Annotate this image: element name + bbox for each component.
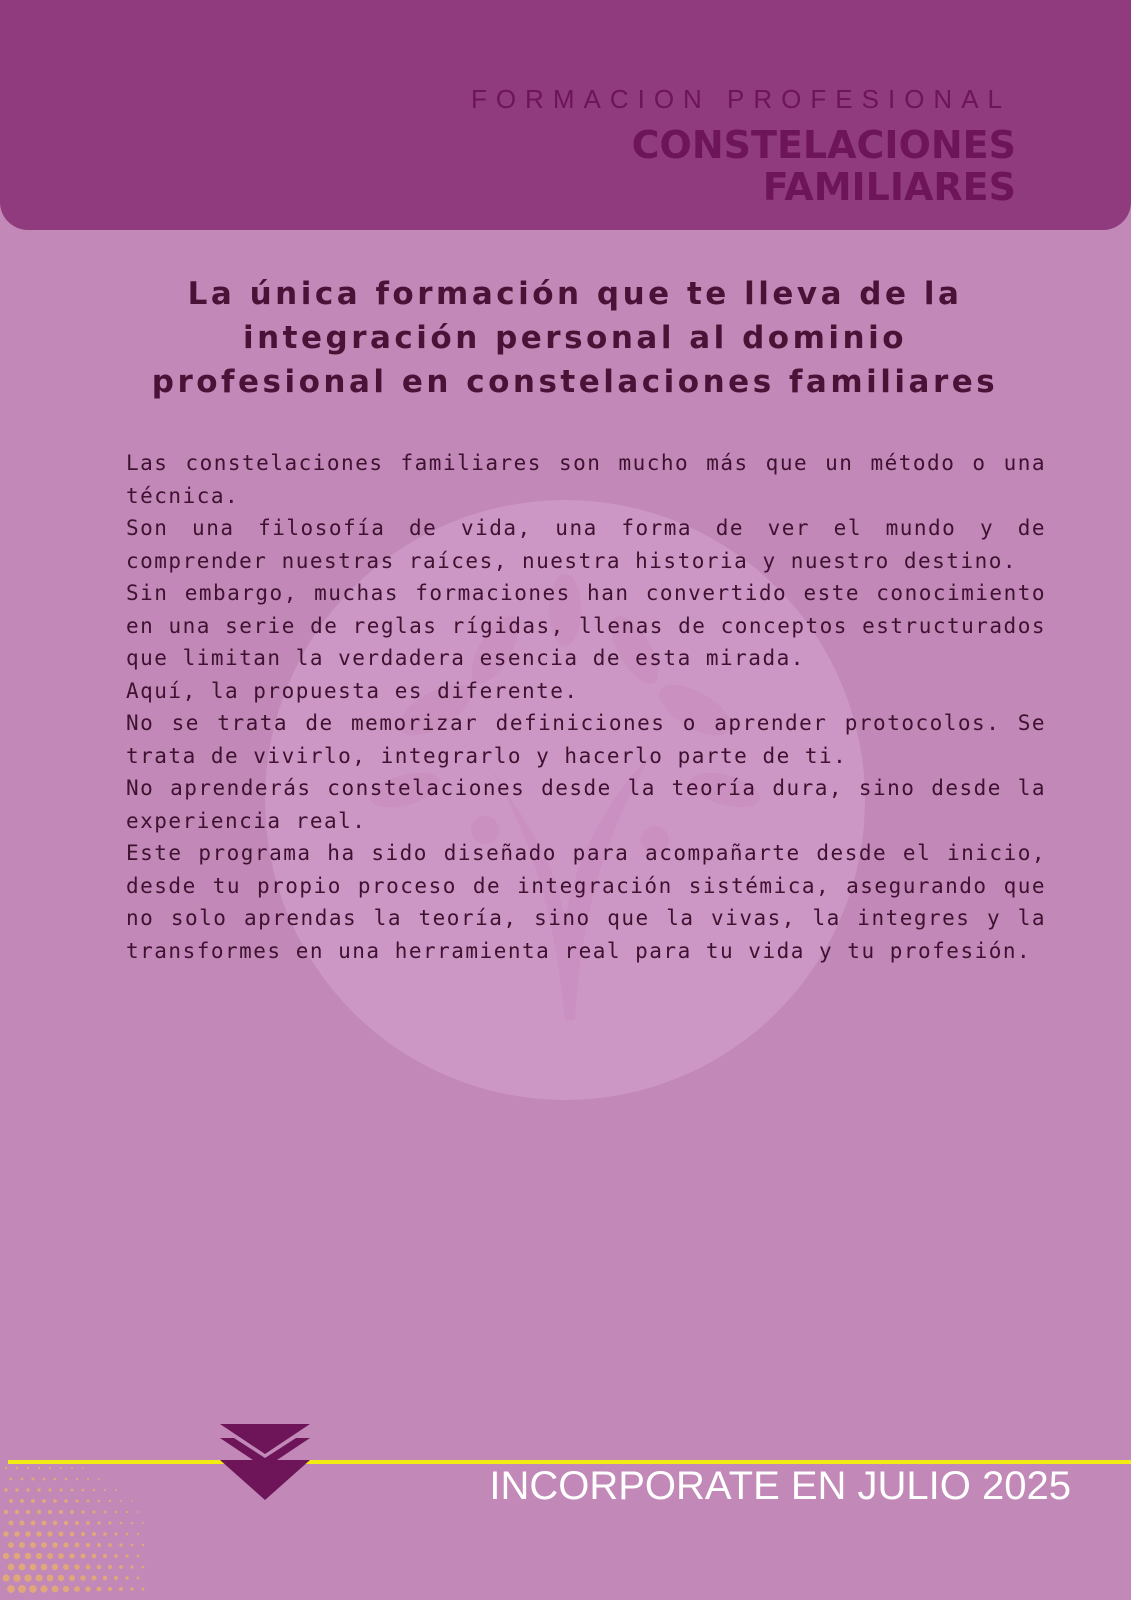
halftone-dot xyxy=(142,1544,144,1546)
halftone-dot xyxy=(137,1555,140,1558)
page-title xyxy=(316,124,1016,208)
halftone-dot xyxy=(52,1542,58,1548)
halftone-dot xyxy=(52,1564,58,1570)
halftone-dot xyxy=(36,1553,42,1559)
halftone-dot xyxy=(63,1586,69,1592)
halftone-dot xyxy=(36,1531,41,1536)
halftone-dot xyxy=(81,1532,85,1536)
halftone-dot xyxy=(119,1565,123,1569)
halftone-dot xyxy=(24,1574,31,1581)
halftone-dot xyxy=(31,1521,36,1526)
halftone-dot xyxy=(25,1531,30,1536)
halftone-dot xyxy=(92,1510,95,1513)
halftone-dot xyxy=(125,1554,128,1557)
halftone-dot xyxy=(20,1499,24,1503)
halftone-dot xyxy=(9,1521,14,1526)
halftone-dot xyxy=(41,1564,48,1571)
halftone-dot xyxy=(13,1574,20,1581)
halftone-dot xyxy=(103,1576,107,1580)
halftone-dot xyxy=(19,1564,26,1571)
halftone-dot xyxy=(47,1575,54,1582)
halftone-dot xyxy=(14,1553,20,1559)
halftone-dot xyxy=(103,1532,107,1536)
halftone-dot xyxy=(108,1587,112,1591)
halftone-dot xyxy=(92,1576,97,1581)
halftone-dot xyxy=(19,1542,25,1548)
halftone-dot xyxy=(120,1522,123,1525)
halftone-dot xyxy=(20,1477,23,1480)
halftone-dot xyxy=(131,1500,133,1502)
halftone-dot xyxy=(71,1467,73,1469)
halftone-dot xyxy=(97,1565,102,1570)
halftone-dot xyxy=(98,1478,100,1480)
halftone-dot xyxy=(32,1478,35,1481)
halftone-dot xyxy=(82,1467,84,1469)
halftone-dot xyxy=(80,1575,85,1580)
halftone-dot xyxy=(9,1477,12,1480)
halftone-dot xyxy=(115,1511,118,1514)
halftone-dot xyxy=(115,1489,117,1491)
halftone-dot xyxy=(71,1489,74,1492)
halftone-dot xyxy=(97,1587,102,1592)
halftone-dot xyxy=(2,1574,9,1581)
halftone-dot xyxy=(75,1499,78,1502)
halftone-dot xyxy=(126,1533,129,1536)
halftone-dot xyxy=(60,1467,62,1469)
halftone-dot xyxy=(8,1542,14,1548)
halftone-dot xyxy=(86,1499,89,1502)
halftone-dot xyxy=(59,1532,64,1537)
halftone-dot xyxy=(3,1553,9,1559)
halftone-dot xyxy=(130,1587,133,1590)
halftone-dot xyxy=(49,1467,51,1469)
halftone-dot xyxy=(30,1564,37,1571)
halftone-dot xyxy=(16,1467,19,1470)
body-text xyxy=(126,447,1046,967)
halftone-dot xyxy=(26,1488,29,1491)
title-line-1: CONSTELACIONES xyxy=(631,123,1016,167)
halftone-dot xyxy=(53,1521,58,1526)
halftone-dot xyxy=(26,1510,30,1514)
halftone-dot xyxy=(48,1510,52,1514)
halftone-dot xyxy=(114,1554,118,1558)
halftone-dot xyxy=(120,1500,122,1502)
halftone-dot xyxy=(48,1488,51,1491)
double-chevron-down-icon xyxy=(220,1424,310,1502)
halftone-dot xyxy=(74,1564,79,1569)
halftone-dot xyxy=(82,1489,85,1492)
halftone-dot xyxy=(53,1499,57,1503)
halftone-dot xyxy=(119,1543,122,1546)
halftone-dot xyxy=(42,1521,47,1526)
halftone-dot xyxy=(9,1499,13,1503)
halftone-dot xyxy=(86,1543,91,1548)
halftone-dot xyxy=(126,1511,128,1513)
halftone-dot xyxy=(47,1553,53,1559)
halftone-dot xyxy=(25,1553,31,1559)
halftone-dot xyxy=(52,1586,59,1593)
halftone-dot xyxy=(92,1554,97,1559)
halftone-dot xyxy=(93,1489,96,1492)
halftone-dot xyxy=(20,1521,25,1526)
halftone-dot xyxy=(37,1510,41,1514)
halftone-dot xyxy=(131,1522,133,1524)
header-banner xyxy=(0,0,1131,230)
halftone-dot xyxy=(108,1521,111,1524)
halftone-dot xyxy=(64,1499,68,1503)
halftone-dot xyxy=(69,1553,74,1558)
halftone-dot xyxy=(131,1544,134,1547)
halftone-dot xyxy=(97,1521,100,1524)
halftone-dot xyxy=(29,1585,37,1593)
title-line-2: FAMILIARES xyxy=(762,165,1016,209)
halftone-dot xyxy=(54,1478,57,1481)
halftone-dot xyxy=(109,1500,111,1502)
halftone-dot xyxy=(86,1521,90,1525)
halftone-dot xyxy=(31,1499,35,1503)
halftone-dot xyxy=(43,1478,46,1481)
halftone-dot xyxy=(3,1531,8,1536)
halftone-dot xyxy=(4,1488,7,1491)
halftone-dot xyxy=(59,1510,63,1514)
halftone-dot xyxy=(18,1585,26,1593)
halftone-dot xyxy=(41,1542,47,1548)
halftone-dot xyxy=(85,1586,90,1591)
paragraph-3: Sin embargo, muchas formaciones han convertido este conocimiento en una serie de reglas rígidas, llenas de conceptos estructurados que limitan la verdadera esencia de esta mirada. xyxy=(126,581,1046,670)
halftone-dot xyxy=(137,1533,139,1535)
halftone-dot xyxy=(69,1575,75,1581)
halftone-dot xyxy=(137,1511,139,1513)
halftone-dot xyxy=(15,1510,19,1514)
halftone-dots-decoration xyxy=(0,1462,150,1600)
halftone-dot xyxy=(75,1521,79,1525)
halftone-dot xyxy=(64,1521,68,1525)
halftone-dot xyxy=(119,1587,123,1591)
halftone-dot xyxy=(81,1510,85,1514)
halftone-dot xyxy=(108,1565,112,1569)
headline: La única formación que te lleva de la integración personal al dominio profesional en constelaciones familiares xyxy=(151,276,999,400)
halftone-dot xyxy=(65,1478,68,1481)
halftone-dot xyxy=(76,1478,78,1480)
header-kicker: FORMACION PROFESIONAL xyxy=(470,84,1011,114)
halftone-dot xyxy=(58,1575,64,1581)
halftone-dot xyxy=(142,1588,145,1591)
halftone-dot xyxy=(142,1522,144,1524)
halftone-dot xyxy=(38,1467,40,1469)
halftone-dot xyxy=(7,1585,15,1593)
paragraph-7: Este programa ha sido diseñado para acompañarte desde el inicio, desde tu propio proceso de integración sistémica, asegurando que no solo aprendas la teoría, sino que la vivas, la integres y la transformes en una herramienta real para tu vida y tu profesión. xyxy=(126,841,1046,963)
halftone-dot xyxy=(8,1564,15,1571)
halftone-dot xyxy=(58,1553,64,1559)
halftone-dot xyxy=(5,1467,8,1470)
paragraph-4: Aquí, la propuesta es diferente. xyxy=(126,678,579,703)
halftone-dot xyxy=(70,1532,75,1537)
halftone-dot xyxy=(108,1543,112,1547)
paragraph-1: Las constelaciones familiares son mucho más que un método o una técnica. xyxy=(126,451,1046,508)
halftone-dot xyxy=(14,1531,19,1536)
paragraph-6: No aprenderás constelaciones desde la teoría dura, sino desde la experiencia real. xyxy=(126,776,1046,833)
halftone-dot xyxy=(63,1542,68,1547)
halftone-dot xyxy=(59,1488,62,1491)
halftone-dot xyxy=(37,1488,40,1491)
halftone-dot xyxy=(63,1564,69,1570)
halftone-dot xyxy=(4,1510,8,1514)
halftone-dot xyxy=(125,1576,129,1580)
halftone-dot xyxy=(136,1576,139,1579)
halftone-dot xyxy=(142,1566,145,1569)
halftone-dot xyxy=(97,1543,101,1547)
halftone-dot xyxy=(85,1564,90,1569)
halftone-dot xyxy=(74,1586,80,1592)
halftone-dot xyxy=(15,1488,19,1492)
halftone-dot xyxy=(35,1574,42,1581)
halftone-dot xyxy=(30,1542,36,1548)
halftone-dot xyxy=(104,1511,107,1514)
halftone-dot xyxy=(27,1467,30,1470)
halftone-dot xyxy=(42,1499,46,1503)
halftone-dot xyxy=(103,1554,107,1558)
paragraph-2: Son una filosofía de vida, una forma de ver el mundo y de comprender nuestras raíces, nuestra historia y nuestro destino. xyxy=(126,516,1046,573)
halftone-dot xyxy=(130,1565,133,1568)
halftone-dot xyxy=(114,1576,118,1580)
halftone-dot xyxy=(81,1554,86,1559)
halftone-dot xyxy=(92,1532,96,1536)
halftone-dot xyxy=(104,1489,106,1491)
halftone-dot xyxy=(75,1543,80,1548)
paragraph-5: No se trata de memorizar definiciones o aprender protocolos. Se trata de vivirlo, integrarlo y hacerlo parte de ti. xyxy=(126,711,1046,768)
halftone-dot xyxy=(70,1510,74,1514)
halftone-dot xyxy=(98,1500,101,1503)
halftone-dot xyxy=(114,1532,117,1535)
halftone-dot xyxy=(87,1478,89,1480)
halftone-dot xyxy=(47,1531,52,1536)
halftone-dot xyxy=(40,1585,47,1592)
cta-text: INCORPORATE EN JULIO 2025 xyxy=(489,1464,1071,1508)
